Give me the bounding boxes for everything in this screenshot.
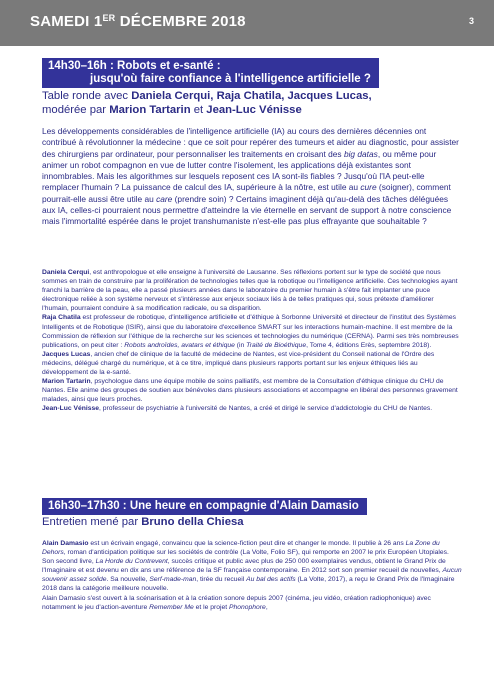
session-1-biographies [42, 268, 462, 414]
session-2-header: 16h30–17h30 : Une heure en compagnie d'Alain Damasio [42, 498, 367, 515]
session-1-header: 14h30–16h : Robots et e-santé : jusqu'où faire confiance à l'intelligence artificielle ? [42, 58, 379, 88]
bio-alain-damasio: Alain Damasio est un écrivain engagé, convaincu que la science-fiction peut dire et changer le monde. Il publie à 26 ans La Zone du Dehors, roman d'anticipation politique sur les sociétés de contrôle (La Volte, Folio SF), qui remporte en 2007 le prix Européen Utopiales. Son second livre, La Horde du Contrevent, succès critique et public avec plus de 250 000 exemplaires vendus, obtient le Grand Prix de l'Imaginaire et est devenu en dix ans une référence de la SF française contemporaine. En 2012 sort son premier recueil de nouvelles, Aucun souvenir assez solide. Sa nouvelle, Serf-made-man, tirée du recueil Au bal des actifs (La Volte, 2017), a reçu le Grand Prix de l'Imaginaire 2018 dans la catégorie meilleure nouvelle. [42, 540, 462, 593]
session-2-biography [42, 539, 462, 612]
bio-daniela-cerqui: Daniela Cerqui, est anthropologue et elle enseigne à l'université de Lausanne. Ses réflexions portent sur le type de société que nous sommes en train de construire par la prolifération de technologies telles que la robotique ou l'intelligence artificielle. Ces technologies ayant franchi la barrière de la peau, elle a passé plusieurs années dans le laboratoire du premier humain à s'être fait implanter une puce électronique reliée à son système nerveux et s'intéresse aux enjeux sociaux liés à de telles pratiques qui, sous prétexte d'améliorer l'humain, pourraient conduire à sa modification radicale, ou sa disparition. [42, 269, 458, 313]
page-date: SAMEDI 1ER DÉCEMBRE 2018 [30, 13, 246, 30]
page-header-bar [0, 0, 494, 46]
session-1-introduction: Les développements considérables de l'intelligence artificielle (IA) au cours des dernières décennies ont contribué à révolutionner la médecine : que ce soit pour repérer des tumeurs et aider au diagnostic, pour assister des chirurgiens par ordinateur, pour personnaliser les traitements en croisant des big datas, ou même pour animer un robot compagnon en vue de lutter contre l'isolement, les applications déjà existantes sont innombrables. Mais les algorithmes sur lesquels reposent ces IA sont-ils fiables ? Jusqu'où l'IA peut-elle remplacer l'humain ? La puissance de calcul des IA, supérieure à la nôtre, est utile au cure (soigner), comment pourrait-elle aussi être utile au care (prendre soin) ? Certains imaginent déjà qu'au-delà des tâches déléguées aux IA, celles-ci pourraient nous permettre d'atteindre la vie éternelle en servant de support à notre conscience mais l'immortalité espérée dans le projet transhumaniste n'est-elle pas plus effrayante que souhaitable ? [42, 126, 459, 227]
bio-jean-luc-venisse: Jean-Luc Vénisse, professeur de psychiatrie à l'université de Nantes, a créé et dirigé le service d'addictologie du CHU de Nantes. [42, 405, 433, 413]
bio-raja-chatila: Raja Chatila est professeur de robotique, d'intelligence artificielle et d'éthique à Sorbonne Université et directeur de l'institut des Systèmes Intelligents et de Robotique (ISIR), ainsi que du laboratoire d'excellence SMART sur les interactions humain-machine. Il est membre de la Commission de réflexion sur l'éthique de la recherche sur les sciences et technologies du numérique (CERNA). Parmi ses très nombreuses publications, on peut citer : Robots androïdes, avatars et éthique (in Traité de Bioéthique, Tome 4, éditions Erès, septembre 2018). [42, 314, 459, 349]
session-2-subtitle: Entretien mené par Bruno della Chiesa [42, 516, 244, 528]
bio-alain-damasio-continued: Alain Damasio s'est ouvert à la scénarisation et à la création sonore depuis 2007 (cinéma, jeu vidéo, création radiophonique) avec notamment le jeu d'action-aventure Remember Me et le projet Phonophore, [42, 594, 431, 611]
page-number: 3 [468, 16, 474, 26]
bio-jacques-lucas: Jacques Lucas, ancien chef de clinique de la faculté de médecine de Nantes, est vice-président du Conseil national de l'Ordre des médecins, délégué chargé du numérique, et à ce titre, impliqué dans plusieurs rapports portant sur les enjeux éthiques liés au développement de la e-santé. [42, 350, 435, 377]
bio-marion-tartarin: Marion Tartarin, psychologue dans une équipe mobile de soins palliatifs, est membre de la Consultation d'éthique clinique du CHU de Nantes. Elle anime des groupes de soutien aux bénévoles dans plusieurs associations et accompagne en libéral des personnes gravement malades, ainsi que leurs proches. [42, 378, 458, 404]
session-1-subtitle: Table ronde avec Daniela Cerqui, Raja Chatila, Jacques Lucas, modérée par Marion Tartarin et Jean-Luc Vénisse [42, 90, 372, 116]
